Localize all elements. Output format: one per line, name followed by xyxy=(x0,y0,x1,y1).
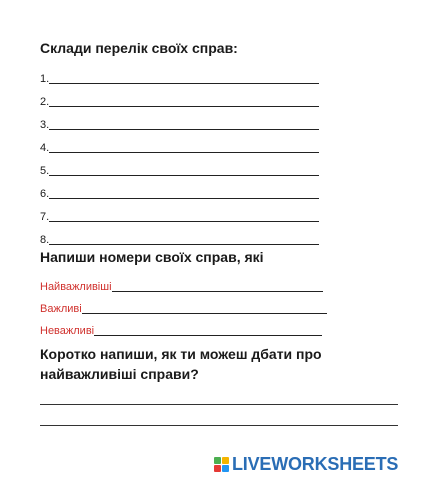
list-number: 4. xyxy=(40,142,50,154)
question-heading-line2: найважливіші справи? xyxy=(40,366,199,382)
priority-item-important xyxy=(40,294,327,316)
list-number: 7. xyxy=(40,211,50,223)
answer-blank[interactable] xyxy=(49,233,319,245)
answer-blank[interactable] xyxy=(112,280,323,292)
priority-item-unimportant xyxy=(40,316,327,338)
answer-blank[interactable] xyxy=(49,187,319,199)
answer-blank[interactable] xyxy=(49,164,319,176)
list-item xyxy=(40,178,330,201)
liveworksheets-logo xyxy=(214,454,398,474)
priority-label: Найважливіші xyxy=(40,281,112,293)
logo-mark-icon xyxy=(214,457,229,472)
answer-blank[interactable] xyxy=(82,302,327,314)
list-item xyxy=(40,155,330,178)
answer-blank[interactable] xyxy=(49,141,319,153)
answer-blank[interactable] xyxy=(49,210,319,222)
list-number: 8. xyxy=(40,234,50,246)
answer-blank[interactable] xyxy=(49,72,319,84)
list-item xyxy=(40,224,330,247)
priority-heading: Напиши номери своїх справ, які xyxy=(40,249,264,265)
task-list xyxy=(40,63,330,247)
priority-list xyxy=(40,272,327,338)
logo-text: LIVEWORKSHEETS xyxy=(232,453,399,474)
priority-label: Неважливі xyxy=(40,325,95,337)
answer-line[interactable] xyxy=(40,392,398,405)
list-number: 2. xyxy=(40,96,50,108)
list-number: 1. xyxy=(40,73,50,85)
list-number: 3. xyxy=(40,119,50,131)
list-number: 5. xyxy=(40,165,50,177)
answer-blank[interactable] xyxy=(94,324,322,336)
answer-blank[interactable] xyxy=(49,95,319,107)
answer-line[interactable] xyxy=(40,413,398,426)
list-item xyxy=(40,132,330,155)
priority-label: Важливі xyxy=(40,303,82,315)
answer-blank[interactable] xyxy=(49,118,319,130)
priority-item-most-important xyxy=(40,272,327,294)
answer-lines xyxy=(40,392,398,434)
list-item xyxy=(40,63,330,86)
list-item xyxy=(40,109,330,132)
list-item xyxy=(40,201,330,224)
list-number: 6. xyxy=(40,188,50,200)
list-heading: Склади перелік своїх справ: xyxy=(40,40,238,56)
question-heading-line1: Коротко напиши, як ти можеш дбати про xyxy=(40,346,322,362)
list-item xyxy=(40,86,330,109)
